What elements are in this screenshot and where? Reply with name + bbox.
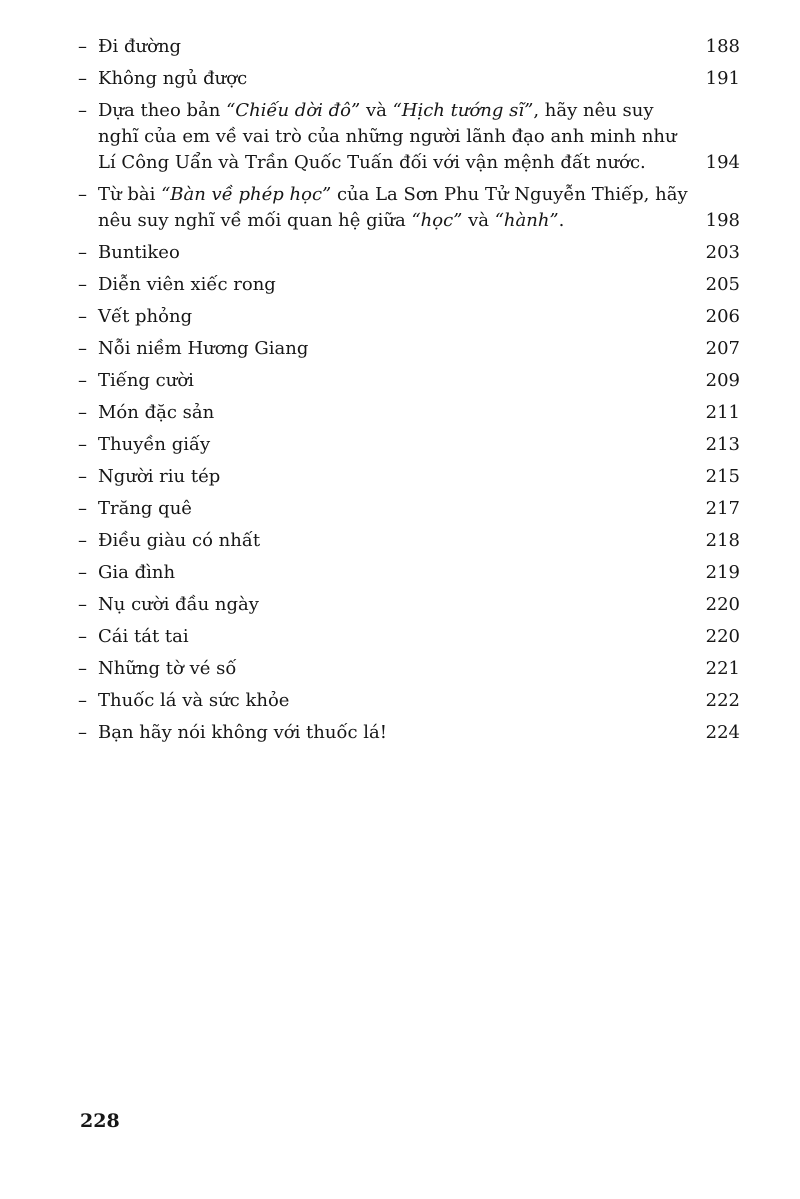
toc-entry [78,525,740,557]
toc-title: Tiếng cười [98,370,194,391]
toc-page: 220 [705,594,740,615]
toc-dash: – [78,68,87,89]
toc-page: 215 [705,466,740,487]
toc-title: Không ngủ được [98,68,248,89]
toc-page: 220 [705,626,740,647]
toc-entry [78,589,740,621]
toc-dash: – [78,626,87,647]
toc-entry [78,557,740,589]
toc-dash: – [78,722,87,743]
toc-title: Diễn viên xiếc rong [98,274,276,295]
toc-title-part: và [360,100,393,121]
toc-title-part: , hãy nêu suy nghĩ của em về vai trò của những người lãnh đạo anh minh như Lí Công Uẩn và Trần Quốc Tuấn đối với vận mệnh đất nước. [98,100,677,173]
toc-title-italic: “hành” [494,210,559,231]
toc-entry [78,333,740,365]
toc-dash: – [78,338,87,359]
toc-title-italic: “học” [411,210,463,231]
toc-dash: – [78,434,87,455]
toc-page: 207 [705,338,740,359]
toc-page: 191 [705,68,740,89]
toc-title [98,182,704,234]
toc-dash: – [78,184,87,205]
toc-page: 221 [705,658,740,679]
toc-entry [78,621,740,653]
toc-dash: – [78,594,87,615]
toc-page: 213 [705,434,740,455]
toc-title: Nỗi niềm Hương Giang [98,338,309,359]
toc-dash: – [78,498,87,519]
toc-title: Đi đường [98,36,182,57]
toc-title: Vết phỏng [98,306,193,327]
toc-title: Nụ cười đầu ngày [98,594,259,615]
toc-title-italic: “Bàn về phép học” [161,184,332,205]
toc-dash: – [78,36,87,57]
toc-entry [78,365,740,397]
toc-title-italic: “Hịch tướng sĩ” [392,100,534,121]
toc-title: Cái tát tai [98,626,189,647]
page-number: 228 [80,1110,120,1132]
toc-dash: – [78,466,87,487]
toc-entry [78,237,740,269]
toc-entry [78,269,740,301]
toc-page: 219 [705,562,740,583]
toc-page: 209 [705,370,740,391]
toc-entry [78,95,740,179]
toc-page: 205 [705,274,740,295]
toc-page: 224 [705,722,740,743]
toc-entry [78,717,740,749]
toc-entry [78,397,740,429]
toc-entry [78,63,740,95]
toc-dash: – [78,370,87,391]
toc-dash: – [78,562,87,583]
toc-page: 188 [705,36,740,57]
toc-title: Thuốc lá và sức khỏe [98,690,290,711]
toc-entry [78,301,740,333]
toc-title-italic: “Chiếu dời đô” [226,100,361,121]
toc-title: Những tờ vé số [98,658,237,679]
toc-title: Buntikeo [98,242,180,263]
toc-title: Món đặc sản [98,402,215,423]
toc-title-part: Từ bài [98,184,162,205]
toc-title: Bạn hãy nói không với thuốc lá! [98,722,388,743]
toc-page: 198 [705,210,740,231]
table-of-contents [78,31,740,749]
toc-title: Người riu tép [98,466,221,487]
toc-entry [78,179,740,237]
toc-page: 211 [705,402,740,423]
toc-title: Trăng quê [98,498,192,519]
toc-entry [78,429,740,461]
toc-dash: – [78,100,87,121]
toc-title-part: Dựa theo bản [98,100,227,121]
toc-title: Thuyền giấy [98,434,211,455]
toc-entry [78,685,740,717]
toc-page: 194 [705,152,740,173]
toc-dash: – [78,306,87,327]
toc-title-part: của La Sơn Phu Tử Nguyễn Thiếp, hãy nêu suy nghĩ về mối quan hệ giữa [98,184,688,231]
toc-dash: – [78,658,87,679]
toc-dash: – [78,530,87,551]
toc-dash: – [78,690,87,711]
toc-dash: – [78,402,87,423]
toc-title: Gia đình [98,562,176,583]
toc-title: Điều giàu có nhất [98,530,261,551]
toc-entry [78,31,740,63]
toc-page: 217 [705,498,740,519]
toc-dash: – [78,242,87,263]
toc-title-part: và [462,210,495,231]
toc-page: 206 [705,306,740,327]
toc-dash: – [78,274,87,295]
toc-title [98,98,704,176]
toc-entry [78,461,740,493]
toc-entry [78,653,740,685]
toc-entry [78,493,740,525]
toc-page: 218 [705,530,740,551]
toc-page: 222 [705,690,740,711]
toc-page: 203 [705,242,740,263]
toc-title-part: . [558,210,565,231]
